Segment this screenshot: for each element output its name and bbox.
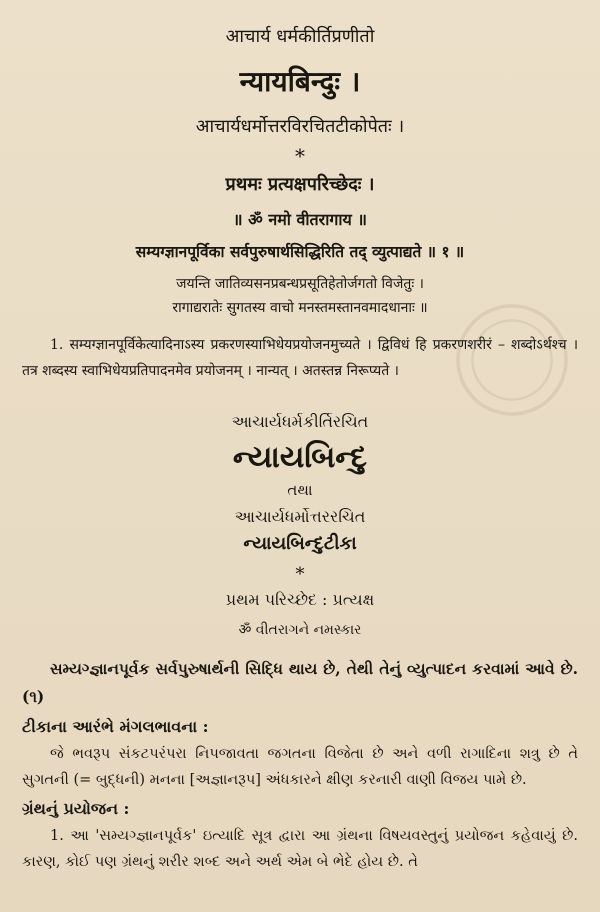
gujarati-heading-purpose: ગ્રંથનું પ્રયોજન :	[22, 799, 130, 818]
gujarati-and: તથા	[287, 481, 313, 499]
sanskrit-author-line: आचार्य धर्मकीर्तिप्रणीतो	[225, 26, 375, 47]
gujarati-invocation: ॐ વીતરાગને નમસ્કાર	[238, 622, 362, 638]
sanskrit-star-ornament: *	[295, 144, 305, 168]
sanskrit-chapter-heading: प्रथमः प्रत्यक्षपरिच्छेदः ।	[225, 174, 375, 195]
sanskrit-commentary-line: आचार्यधर्मोत्तरविरचितटीकोपेतः ।	[195, 116, 405, 137]
gujarati-title: ન્યાયબિન્દુ	[232, 440, 368, 475]
gujarati-author-line: આચાર્યધર્મકીર્તિરચિત	[231, 412, 369, 431]
sanskrit-title: न्यायबिन्दुः ।	[239, 65, 361, 98]
gujarati-subtitle: ન્યાયબિન્દુટીકા	[243, 533, 357, 554]
gujarati-heading-invocation: ટીકાના આરંભે મંગલભાવના :	[22, 717, 209, 736]
gujarati-paragraph-2: 1. આ 'સમ્યગ્જ્ઞાનપૂર્વક' ઇત્યાદિ સૂત્ર દ્વારા આ ગ્રંથના વિષયવસ્તુનું પ્રયોજન કહેવાયું છે. કારણ, કોઈ પણ ગ્રંથનું શરીર શબ્દ અને અર્થ એમ બે ભેદે હોય છે. તે	[22, 828, 578, 870]
faint-stamp-watermark	[452, 300, 572, 420]
gujarati-commentator-line: આચાર્યધર્મોત્તરરચિત	[234, 507, 366, 526]
sanskrit-verse-line-1: जयन्ति जातिव्यसनप्रबन्धप्रसूतिहेतोर्जगतो विजेतुः ।	[176, 276, 424, 292]
gujarati-paragraph-1: જે ભવરૂપ સંકટપરંપરા નિપજાવતા જગતના વિજેતા છે અને વળી રાગાદિના શત્રુ છે તે સુગતની (= બુદ્ધની) મનના [અજ્ઞાનરૂપ] અંધકારને ક્ષીણ કરનારી વાણી વિજય પામે છે.	[22, 746, 578, 788]
sanskrit-sutra-1: सम्यग्ज्ञानपूर्विका सर्वपुरुषार्थसिद्धिरिति तद् व्युत्पाद्यते ॥ १ ॥	[135, 242, 465, 261]
sanskrit-verse-line-2: रागाद्यरातेः सुगतस्य वाचो मनस्तमस्तानवमादधानाः ॥	[172, 300, 428, 316]
sanskrit-commentary-paragraph: 1. सम्यग्ज्ञानपूर्विकेत्यादिनाऽस्य प्रकरणस्याभिधेयप्रयोजनमुच्यते । द्विविधं हि प्रकरणशरीरं – शब्दोऽर्थश्च । तत्र शब्दस्य स्वाभिधेयप्रतिपादनमेव प्रयोजनम् । नान्यत् । अतस्तन्न निरूप्यते ।	[22, 337, 578, 379]
gujarati-sutra-1: સમ્યગ્જ્ઞાનપૂર્વક સર્વપુરુષાર્થની સિદ્ધિ થાય છે, તેથી તેનું વ્યુત્પાદન કરવામાં આવે છે. (૧)	[22, 659, 578, 706]
gujarati-chapter-heading: પ્રથમ પરિચ્છેદ : પ્રત્યક્ષ	[225, 590, 375, 609]
gujarati-star-ornament: *	[295, 564, 305, 585]
sanskrit-invocation: ॥ ॐ नमो वीतरागाय ॥	[233, 210, 367, 229]
